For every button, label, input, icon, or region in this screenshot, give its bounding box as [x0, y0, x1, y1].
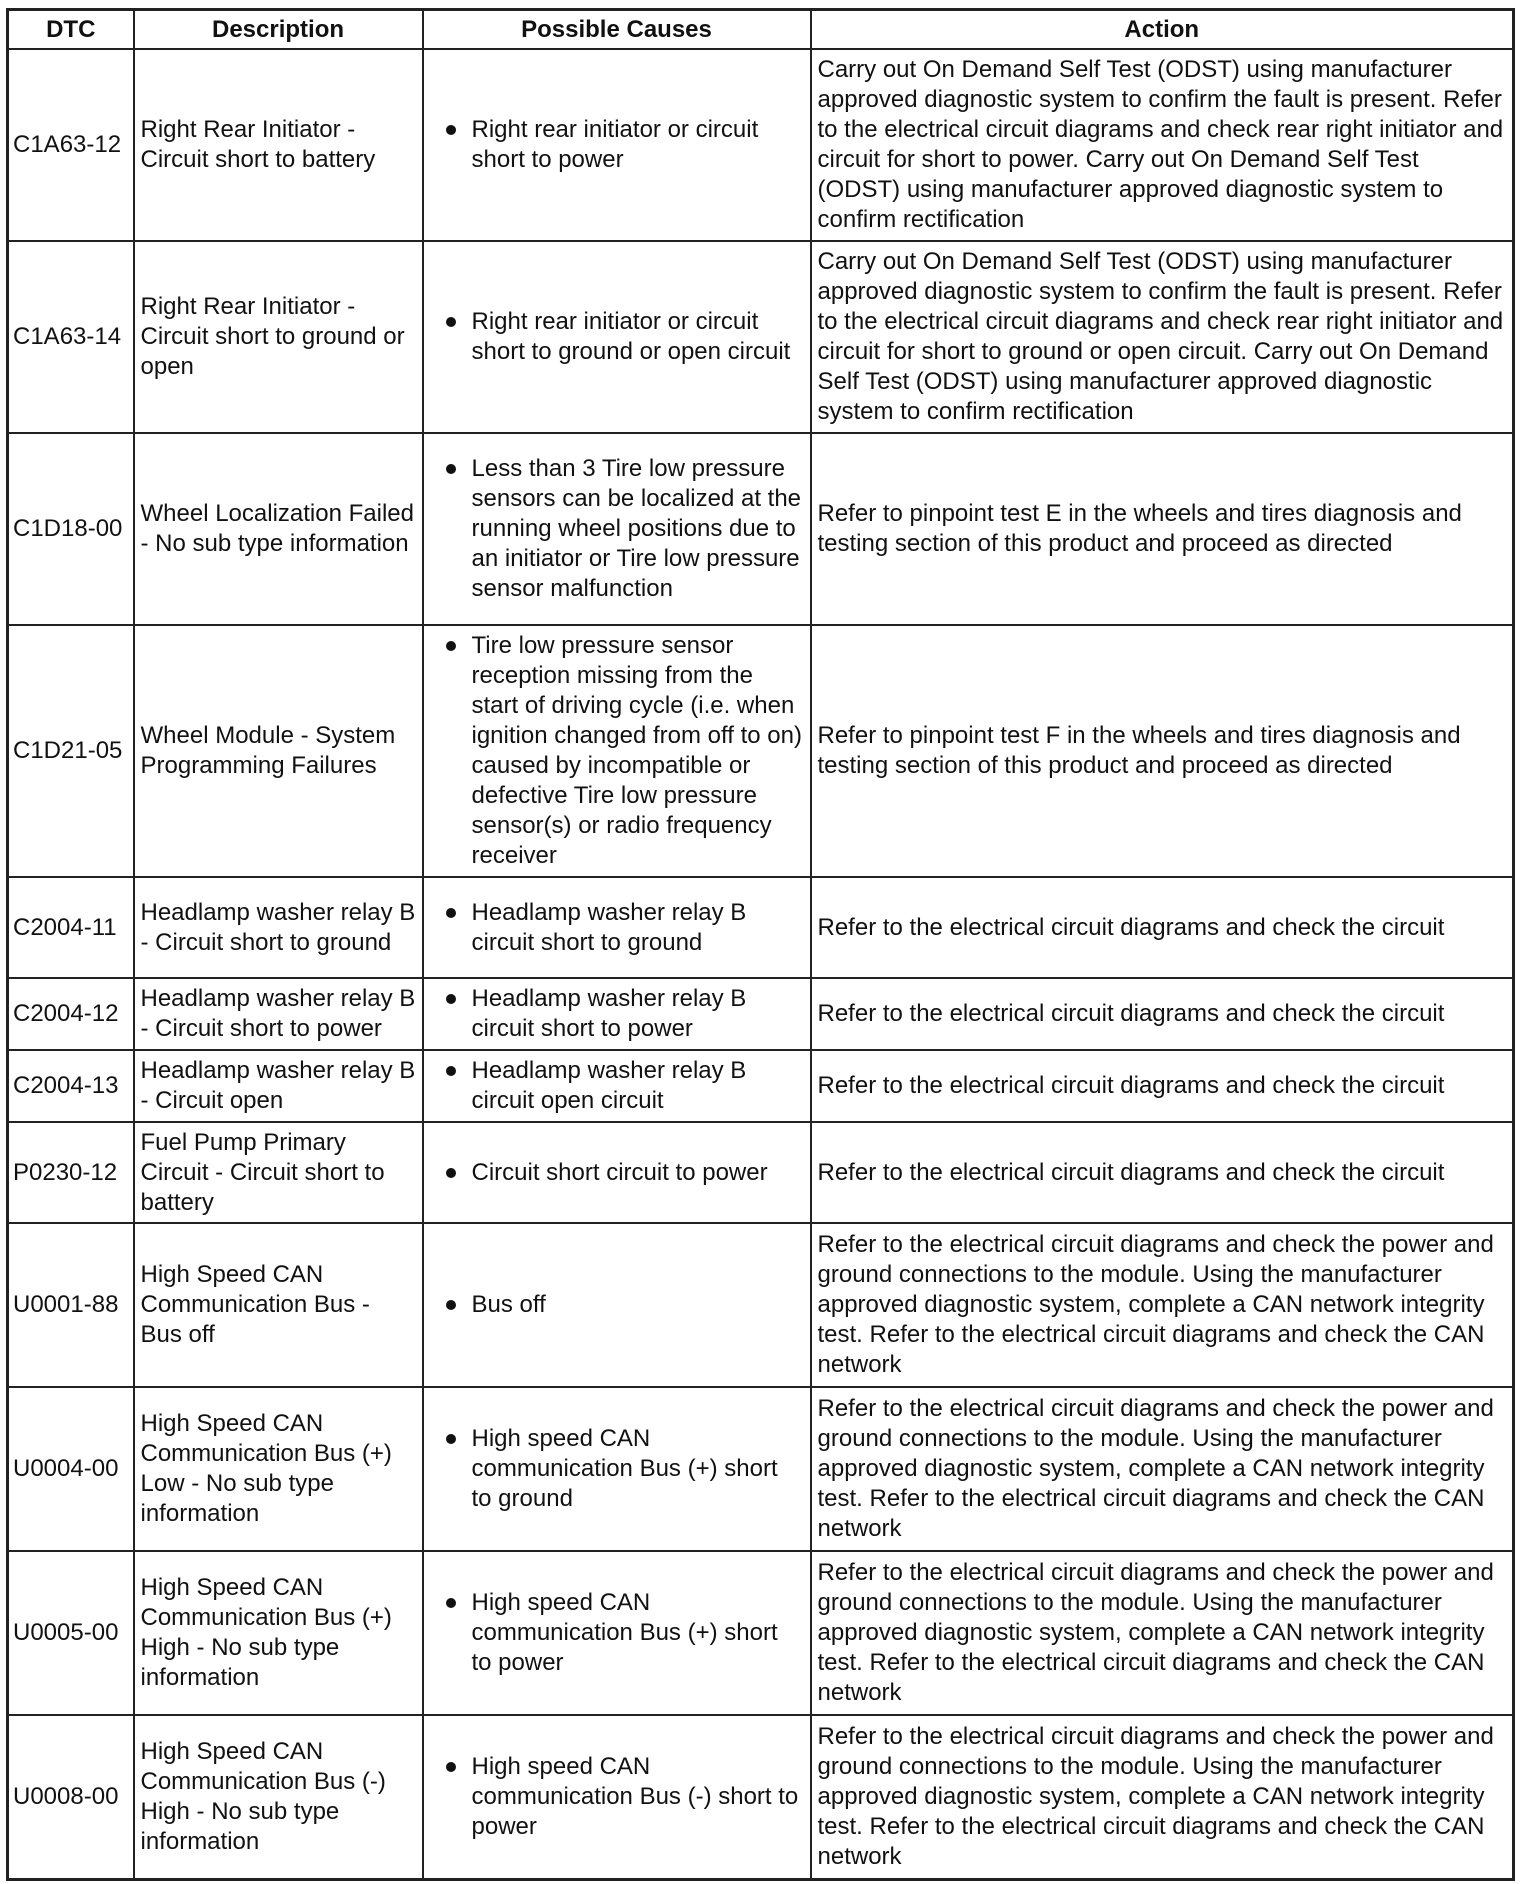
dtc-description: Headlamp washer relay B - Circuit short to power	[134, 978, 423, 1050]
dtc-action: Refer to pinpoint test F in the wheels and tires diagnosis and testing section of this product and proceed as directed	[811, 625, 1514, 877]
bullet-icon	[446, 1168, 456, 1178]
dtc-action: Refer to the electrical circuit diagrams and check the circuit	[811, 1050, 1514, 1122]
cause-item	[446, 631, 804, 871]
bullet-icon	[446, 317, 456, 327]
cause-text: Right rear initiator or circuit short to power	[471, 116, 759, 173]
possible-causes	[423, 625, 811, 877]
cause-item	[446, 454, 804, 604]
cause-item	[446, 1158, 804, 1188]
dtc-table	[6, 8, 1515, 1881]
dtc-code: C2004-12	[8, 978, 134, 1050]
table-row	[8, 1223, 1514, 1387]
possible-causes	[423, 1387, 811, 1551]
bullet-icon	[446, 994, 456, 1004]
dtc-action: Refer to the electrical circuit diagrams and check the circuit	[811, 978, 1514, 1050]
dtc-description: Wheel Localization Failed - No sub type information	[134, 433, 423, 625]
dtc-action: Refer to the electrical circuit diagrams and check the power and ground connections to the module. Using the manufacturer approved diagnostic system, complete a CAN network integrity test. Refer to the electrical circuit diagrams and check the CAN network	[811, 1223, 1514, 1387]
dtc-description: Headlamp washer relay B - Circuit short to ground	[134, 877, 423, 978]
cause-text: High speed CAN communication Bus (+) short to power	[471, 1589, 778, 1676]
dtc-code: C1D21-05	[8, 625, 134, 877]
cause-item	[446, 898, 804, 958]
dtc-description: Right Rear Initiator - Circuit short to ground or open	[134, 241, 423, 433]
cause-item	[446, 1752, 804, 1842]
possible-causes	[423, 1122, 811, 1223]
dtc-action: Carry out On Demand Self Test (ODST) using manufacturer approved diagnostic system to confirm the fault is present. Refer to the electrical circuit diagrams and check rear right initiator and circuit for short to ground or open circuit. Carry out On Demand Self Test (ODST) using manufacturer approved diagnostic system to confirm rectification	[811, 241, 1514, 433]
cause-item	[446, 1290, 804, 1320]
table-row	[8, 1387, 1514, 1551]
dtc-action: Carry out On Demand Self Test (ODST) using manufacturer approved diagnostic system to confirm the fault is present. Refer to the electrical circuit diagrams and check rear right initiator and circuit for short to power. Carry out On Demand Self Test (ODST) using manufacturer approved diagnostic system to confirm rectification	[811, 49, 1514, 241]
bullet-icon	[446, 641, 456, 651]
bullet-icon	[446, 1762, 456, 1772]
table-row	[8, 625, 1514, 877]
dtc-description: Wheel Module - System Programming Failures	[134, 625, 423, 877]
dtc-code: C2004-13	[8, 1050, 134, 1122]
possible-causes	[423, 1223, 811, 1387]
possible-causes	[423, 1715, 811, 1879]
bullet-icon	[446, 1434, 456, 1444]
dtc-code: P0230-12	[8, 1122, 134, 1223]
header-description: Description	[134, 10, 423, 50]
header-action: Action	[811, 10, 1514, 50]
bullet-icon	[446, 1300, 456, 1310]
dtc-code: C1A63-14	[8, 241, 134, 433]
bullet-icon	[446, 1598, 456, 1608]
possible-causes	[423, 877, 811, 978]
cause-item	[446, 115, 804, 175]
possible-causes	[423, 433, 811, 625]
cause-text: Tire low pressure sensor reception missing from the start of driving cycle (i.e. when ignition changed from off to on) caused by incompatible or defective Tire low pressure sensor(s) or radio frequency receiver	[471, 632, 802, 869]
cause-text: Headlamp washer relay B circuit short to ground	[471, 898, 747, 956]
dtc-action: Refer to the electrical circuit diagrams and check the power and ground connections to the module. Using the manufacturer approved diagnostic system, complete a CAN network integrity test. Refer to the electrical circuit diagrams and check the CAN network	[811, 1715, 1514, 1879]
dtc-action: Refer to the electrical circuit diagrams and check the power and ground connections to the module. Using the manufacturer approved diagnostic system, complete a CAN network integrity test. Refer to the electrical circuit diagrams and check the CAN network	[811, 1387, 1514, 1551]
bullet-icon	[446, 125, 456, 135]
table-row	[8, 978, 1514, 1050]
dtc-action: Refer to the electrical circuit diagrams and check the circuit	[811, 877, 1514, 978]
table-row	[8, 1715, 1514, 1879]
dtc-description: Headlamp washer relay B - Circuit open	[134, 1050, 423, 1122]
dtc-action: Refer to pinpoint test E in the wheels and tires diagnosis and testing section of this product and proceed as directed	[811, 433, 1514, 625]
cause-text: High speed CAN communication Bus (+) short to ground	[471, 1425, 778, 1512]
possible-causes	[423, 1551, 811, 1715]
dtc-code: U0001-88	[8, 1223, 134, 1387]
cause-text: Bus off	[471, 1291, 546, 1318]
cause-text: Headlamp washer relay B circuit open circuit	[471, 1057, 747, 1114]
cause-item	[446, 307, 804, 367]
header-possible-causes: Possible Causes	[423, 10, 811, 50]
possible-causes	[423, 1050, 811, 1122]
table-row	[8, 49, 1514, 241]
table-body	[8, 49, 1514, 1879]
cause-item	[446, 1056, 804, 1116]
table-row	[8, 241, 1514, 433]
cause-item	[446, 984, 804, 1044]
table-row	[8, 433, 1514, 625]
possible-causes	[423, 978, 811, 1050]
dtc-code: U0004-00	[8, 1387, 134, 1551]
possible-causes	[423, 49, 811, 241]
dtc-description: Right Rear Initiator - Circuit short to battery	[134, 49, 423, 241]
cause-text: High speed CAN communication Bus (-) short to power	[471, 1752, 799, 1840]
dtc-code: C1A63-12	[8, 49, 134, 241]
dtc-code: C2004-11	[8, 877, 134, 978]
cause-text: Headlamp washer relay B circuit short to power	[471, 985, 747, 1042]
cause-text: Circuit short circuit to power	[471, 1158, 768, 1186]
dtc-description: High Speed CAN Communication Bus (+) High - No sub type information	[134, 1551, 423, 1715]
table-row	[8, 1050, 1514, 1122]
cause-item	[446, 1588, 804, 1678]
cause-text: Less than 3 Tire low pressure sensors can be localized at the running wheel positions due to an initiator or Tire low pressure sensor malfunction	[471, 455, 802, 602]
bullet-icon	[446, 1066, 456, 1076]
dtc-description: High Speed CAN Communication Bus (-) High - No sub type information	[134, 1715, 423, 1879]
cause-text: Right rear initiator or circuit short to ground or open circuit	[471, 308, 791, 365]
header-row	[8, 10, 1514, 50]
dtc-code: C1D18-00	[8, 433, 134, 625]
dtc-action: Refer to the electrical circuit diagrams and check the circuit	[811, 1122, 1514, 1223]
table-row	[8, 1551, 1514, 1715]
dtc-description: High Speed CAN Communication Bus - Bus off	[134, 1223, 423, 1387]
dtc-code: U0005-00	[8, 1551, 134, 1715]
table-row	[8, 1122, 1514, 1223]
header-dtc: DTC	[8, 10, 134, 50]
dtc-code: U0008-00	[8, 1715, 134, 1879]
possible-causes	[423, 241, 811, 433]
dtc-description: High Speed CAN Communication Bus (+) Low - No sub type information	[134, 1387, 423, 1551]
dtc-description: Fuel Pump Primary Circuit - Circuit short to battery	[134, 1122, 423, 1223]
bullet-icon	[446, 908, 456, 918]
cause-item	[446, 1424, 804, 1514]
dtc-action: Refer to the electrical circuit diagrams and check the power and ground connections to the module. Using the manufacturer approved diagnostic system, complete a CAN network integrity test. Refer to the electrical circuit diagrams and check the CAN network	[811, 1551, 1514, 1715]
table-row	[8, 877, 1514, 978]
bullet-icon	[446, 464, 456, 474]
